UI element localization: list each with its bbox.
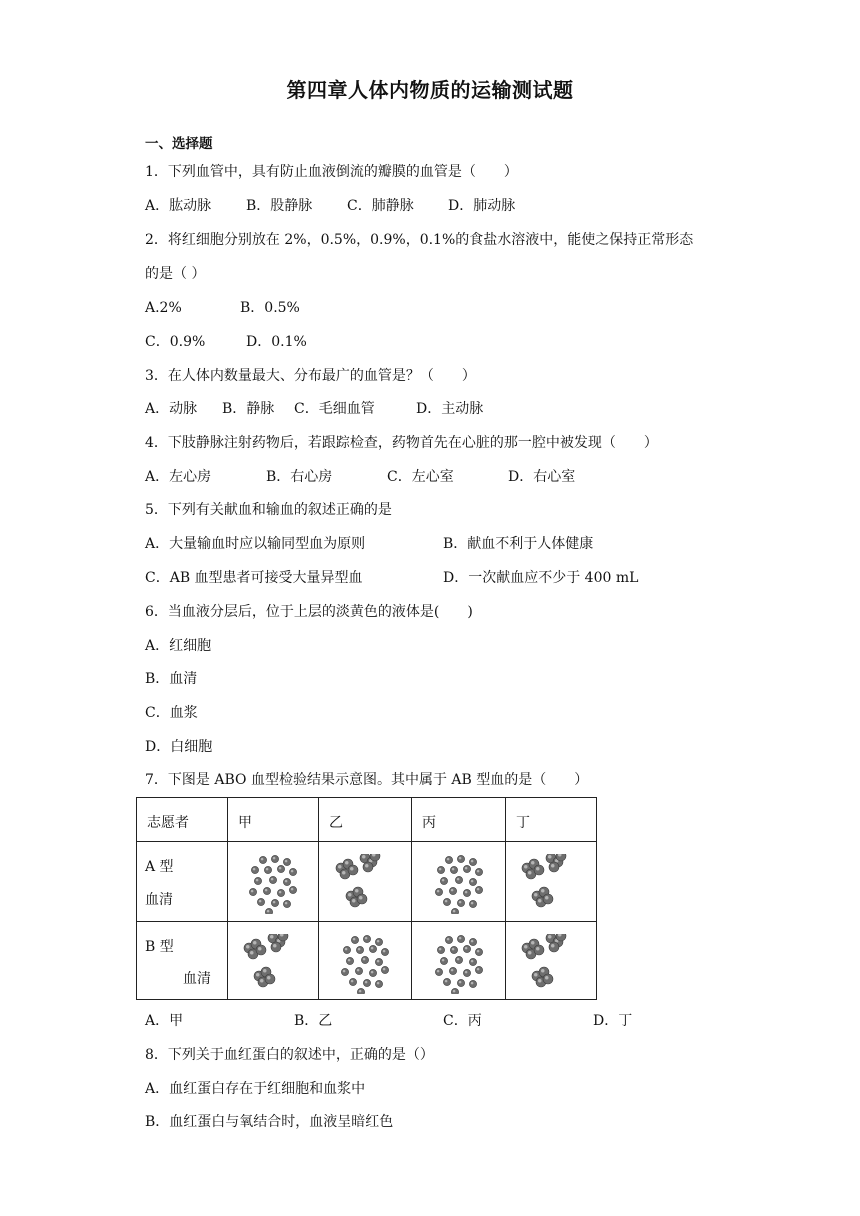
blood-type-table — [136, 797, 597, 1000]
red-blood-cell-highlight — [351, 980, 354, 983]
red-blood-cell-highlight — [451, 868, 454, 871]
red-blood-cell-highlight — [266, 868, 269, 871]
red-blood-cell — [289, 868, 296, 875]
red-blood-cell-highlight — [452, 990, 455, 993]
row-label-a-serum-text: 血清 — [145, 892, 173, 908]
cell-a-ding — [506, 842, 597, 922]
q5-option-a: A．大量输血时应以输同型血为原则 — [145, 536, 366, 552]
agglutinated-cell-highlight — [270, 935, 274, 939]
agglutinated-cell-highlight — [534, 973, 538, 977]
red-blood-cell-highlight — [451, 948, 454, 951]
red-blood-cell — [351, 936, 358, 943]
cell-a-jia — [228, 842, 319, 922]
red-blood-cell — [251, 866, 258, 873]
agglutinated-cell-highlight — [541, 969, 545, 973]
red-blood-cell-highlight — [441, 959, 444, 962]
red-blood-cell-highlight — [436, 970, 439, 973]
red-blood-cell — [277, 865, 284, 872]
agglutinated-cell-highlight — [355, 889, 359, 893]
red-blood-cell — [469, 980, 476, 987]
q5-option-c: C．AB 血型患者可接受大量异型血 — [145, 570, 363, 586]
agglutinated-cell-highlight — [548, 935, 552, 939]
q7-option-b: B．乙 — [294, 1013, 333, 1029]
red-blood-cell — [469, 938, 476, 945]
red-blood-cell — [435, 888, 442, 895]
q8-option-a: A．血红蛋白存在于红细胞和血浆中 — [145, 1081, 366, 1097]
blood-cells-image — [429, 934, 489, 994]
q3-option-b: B．静脉 — [222, 401, 275, 417]
red-blood-cell-highlight — [261, 858, 264, 861]
red-blood-cell-highlight — [256, 879, 259, 882]
agglutinated-cell-highlight — [365, 864, 369, 868]
cell-b-ding — [506, 922, 597, 1000]
agglutinated-cell-highlight — [528, 871, 532, 875]
q7-option-a: A．甲 — [145, 1013, 184, 1029]
red-blood-cell-highlight — [470, 860, 473, 863]
red-blood-cell — [463, 865, 470, 872]
cell-a-bing — [412, 842, 506, 922]
red-blood-cell — [463, 969, 470, 976]
red-blood-cell-highlight — [476, 968, 479, 971]
agglutinated-cell-highlight — [267, 976, 271, 980]
blood-cells-image — [243, 854, 303, 914]
red-blood-cell-highlight — [458, 901, 461, 904]
red-blood-cell-highlight — [464, 971, 467, 974]
agglutinated-cell-highlight — [352, 899, 356, 903]
red-blood-cell — [457, 899, 464, 906]
red-blood-cell — [283, 900, 290, 907]
red-blood-cell-highlight — [458, 857, 461, 860]
q7-option-d: D．丁 — [593, 1013, 633, 1029]
red-blood-cell-highlight — [345, 948, 348, 951]
red-blood-cell — [457, 935, 464, 942]
red-blood-cell — [469, 858, 476, 865]
red-blood-cell — [450, 866, 457, 873]
question-2-stem-line1: 2．将红细胞分别放在 2%，0.5%，0.9%，0.1%的食盐水溶液中，能使之保持正常形态 — [145, 232, 694, 248]
red-blood-cell-highlight — [383, 968, 386, 971]
red-blood-cell-highlight — [444, 980, 447, 983]
agglutinated-cell-highlight — [528, 951, 532, 955]
q1-option-a: A．肱动脉 — [145, 198, 212, 214]
red-blood-cell-highlight — [377, 982, 380, 985]
red-blood-cell-highlight — [273, 901, 276, 904]
agglutinated-cell-highlight — [531, 941, 535, 945]
red-blood-cell — [277, 889, 284, 896]
q8-option-b: B．血红蛋白与氧结合时，血液呈暗红色 — [145, 1114, 394, 1130]
red-blood-cell-highlight — [253, 868, 256, 871]
question-4-stem: 4．下肢静脉注射药物后，若跟踪检查，药物首先在心脏的那一腔中被发现（ ） — [145, 435, 658, 451]
agglutinated-cell — [265, 974, 275, 984]
red-blood-cell — [445, 936, 452, 943]
red-blood-cell-highlight — [476, 950, 479, 953]
q2-option-a: A.2% — [145, 300, 182, 316]
agglutinated-cell — [256, 945, 266, 955]
table-header-yi: 乙 — [319, 798, 412, 842]
red-blood-cell-highlight — [456, 958, 459, 961]
red-blood-cell-highlight — [365, 937, 368, 940]
blood-cells-image — [429, 854, 489, 914]
agglutinated-cell-highlight — [350, 867, 354, 871]
red-blood-cell-highlight — [377, 940, 380, 943]
agglutinated-cell-highlight — [536, 867, 540, 871]
red-blood-cell-highlight — [438, 948, 441, 951]
red-blood-cell — [455, 876, 462, 883]
q4-option-a: A．左心房 — [145, 469, 212, 485]
red-blood-cell — [375, 938, 382, 945]
red-blood-cell — [475, 966, 482, 973]
agglutinated-cell-highlight — [362, 855, 366, 859]
agglutinated-cell-highlight — [536, 947, 540, 951]
row-label-b-serum-text: 血清 — [183, 971, 211, 987]
agglutinated-cell-highlight — [348, 893, 352, 897]
agglutinated-cell — [549, 942, 559, 952]
red-blood-cell-highlight — [438, 868, 441, 871]
red-blood-cell-highlight — [458, 937, 461, 940]
agglutinated-cell — [543, 894, 553, 904]
red-blood-cell-highlight — [456, 878, 459, 881]
red-blood-cell-highlight — [444, 900, 447, 903]
red-blood-cell — [363, 979, 370, 986]
red-blood-cell-highlight — [470, 880, 473, 883]
q2-option-c: C．0.9% — [145, 334, 206, 350]
blood-cells-image — [521, 934, 581, 994]
red-blood-cell-highlight — [458, 981, 461, 984]
red-blood-cell-highlight — [273, 857, 276, 860]
cell-b-jia — [228, 922, 319, 1000]
agglutinated-cell — [363, 862, 373, 872]
red-blood-cell-highlight — [291, 888, 294, 891]
red-blood-cell-highlight — [470, 982, 473, 985]
red-blood-cell-highlight — [285, 880, 288, 883]
red-blood-cell — [375, 958, 382, 965]
section-heading: 一、选择题 — [145, 136, 213, 152]
agglutinated-cell-highlight — [256, 973, 260, 977]
red-blood-cell-highlight — [251, 890, 254, 893]
red-blood-cell-highlight — [259, 900, 262, 903]
red-blood-cell-highlight — [363, 958, 366, 961]
q6-option-d: D．白细胞 — [145, 739, 213, 755]
red-blood-cell-highlight — [377, 960, 380, 963]
red-blood-cell-highlight — [343, 970, 346, 973]
q6-option-b: B．血清 — [145, 671, 198, 687]
red-blood-cell-highlight — [464, 947, 467, 950]
agglutinated-cell — [357, 894, 367, 904]
red-blood-cell — [341, 968, 348, 975]
red-blood-cell — [283, 878, 290, 885]
red-blood-cell-highlight — [446, 858, 449, 861]
agglutinated-cell — [271, 942, 281, 952]
red-blood-cell — [356, 946, 363, 953]
q6-option-c: C．血浆 — [145, 705, 198, 721]
agglutinated-cell-highlight — [260, 979, 264, 983]
q1-option-b: B．股静脉 — [246, 198, 313, 214]
red-blood-cell — [289, 886, 296, 893]
red-blood-cell — [283, 858, 290, 865]
q1-option-c: C．肺静脉 — [347, 198, 414, 214]
red-blood-cell-highlight — [291, 870, 294, 873]
q3-option-a: A．动脉 — [145, 401, 198, 417]
red-blood-cell-highlight — [353, 938, 356, 941]
red-blood-cell-highlight — [470, 940, 473, 943]
red-blood-cell — [259, 856, 266, 863]
red-blood-cell-highlight — [446, 938, 449, 941]
red-blood-cell — [463, 889, 470, 896]
red-blood-cell — [363, 935, 370, 942]
agglutinated-cell-highlight — [345, 861, 349, 865]
agglutinated-cell-highlight — [258, 947, 262, 951]
agglutinated-cell-highlight — [263, 969, 267, 973]
agglutinated-cell-highlight — [545, 976, 549, 980]
red-blood-cell-highlight — [371, 947, 374, 950]
agglutinated-cell — [543, 974, 553, 984]
red-blood-cell — [346, 957, 353, 964]
agglutinated-cell-highlight — [359, 896, 363, 900]
red-blood-cell — [440, 877, 447, 884]
red-blood-cell-highlight — [476, 888, 479, 891]
red-blood-cell-highlight — [452, 910, 455, 913]
red-blood-cell — [463, 945, 470, 952]
q6-option-a: A．红细胞 — [145, 638, 212, 654]
agglutinated-cell-highlight — [253, 941, 257, 945]
red-blood-cell-highlight — [359, 990, 362, 993]
red-blood-cell-highlight — [464, 867, 467, 870]
red-blood-cell — [369, 945, 376, 952]
blood-cells-image — [335, 854, 395, 914]
red-blood-cell-highlight — [470, 960, 473, 963]
red-blood-cell — [469, 900, 476, 907]
agglutinated-cell-highlight — [551, 864, 555, 868]
cell-b-bing — [412, 922, 506, 1000]
red-blood-cell-highlight — [470, 902, 473, 905]
red-blood-cell — [254, 877, 261, 884]
red-blood-cell — [435, 968, 442, 975]
agglutinated-cell — [534, 865, 544, 875]
red-blood-cell — [381, 966, 388, 973]
table-header-jia: 甲 — [228, 798, 319, 842]
agglutinated-cell-highlight — [524, 945, 528, 949]
red-blood-cell-highlight — [279, 867, 282, 870]
red-blood-cell-highlight — [279, 891, 282, 894]
red-blood-cell-highlight — [476, 870, 479, 873]
agglutinated-cell-highlight — [538, 979, 542, 983]
red-blood-cell — [449, 887, 456, 894]
red-blood-cell — [455, 956, 462, 963]
agglutinated-cell-highlight — [541, 889, 545, 893]
red-blood-cell — [375, 980, 382, 987]
question-1-stem: 1．下列血管中，具有防止血液倒流的瓣膜的血管是（ ） — [145, 164, 518, 180]
question-3-stem: 3．在人体内数量最大、分布最广的血管是？（ ） — [145, 368, 476, 384]
table-header-volunteer: 志愿者 — [137, 798, 228, 842]
q2-option-b: B．0.5% — [240, 300, 300, 316]
red-blood-cell-highlight — [450, 889, 453, 892]
agglutinated-cell-highlight — [551, 944, 555, 948]
red-blood-cell — [381, 948, 388, 955]
red-blood-cell — [443, 898, 450, 905]
red-blood-cell-highlight — [383, 950, 386, 953]
red-blood-cell — [437, 866, 444, 873]
red-blood-cell — [475, 868, 482, 875]
red-blood-cell — [449, 967, 456, 974]
red-blood-cell-highlight — [348, 959, 351, 962]
cell-b-yi — [319, 922, 412, 1000]
table-header-bing: 丙 — [412, 798, 506, 842]
q4-option-c: C．左心室 — [387, 469, 454, 485]
red-blood-cell — [343, 946, 350, 953]
question-2-stem-line2: 的是（ ） — [145, 266, 206, 282]
agglutinated-cell-highlight — [338, 865, 342, 869]
red-blood-cell — [443, 978, 450, 985]
red-blood-cell — [457, 855, 464, 862]
red-blood-cell — [475, 886, 482, 893]
red-blood-cell — [469, 958, 476, 965]
q5-option-d: D．一次献血应不少于 400 mL — [443, 570, 639, 586]
agglutinated-cell-highlight — [534, 893, 538, 897]
red-blood-cell — [369, 969, 376, 976]
blood-cells-image — [521, 854, 581, 914]
agglutinated-cell-highlight — [538, 899, 542, 903]
red-blood-cell — [361, 956, 368, 963]
red-blood-cell-highlight — [464, 891, 467, 894]
question-5-stem: 5．下列有关献血和输血的叙述正确的是 — [145, 502, 392, 518]
row-label-a-type: A 型 — [145, 859, 174, 875]
agglutinated-cell-highlight — [531, 861, 535, 865]
agglutinated-cell — [348, 865, 358, 875]
q7-option-c: C．丙 — [443, 1013, 482, 1029]
red-blood-cell-highlight — [267, 910, 270, 913]
red-blood-cell — [469, 878, 476, 885]
red-blood-cell — [249, 888, 256, 895]
red-blood-cell — [271, 899, 278, 906]
red-blood-cell — [355, 967, 362, 974]
red-blood-cell — [257, 898, 264, 905]
table-header-ding: 丁 — [506, 798, 597, 842]
red-blood-cell — [475, 948, 482, 955]
blood-cells-image — [243, 934, 303, 994]
agglutinated-cell-highlight — [342, 871, 346, 875]
red-blood-cell-highlight — [271, 878, 274, 881]
q3-option-c: C．毛细血管 — [294, 401, 375, 417]
agglutinated-cell-highlight — [548, 855, 552, 859]
red-blood-cell — [440, 957, 447, 964]
red-blood-cell — [445, 856, 452, 863]
q2-option-d: D．0.1% — [246, 334, 307, 350]
red-blood-cell-highlight — [365, 981, 368, 984]
question-7-stem: 7．下图是 ABO 血型检验结果示意图。其中属于 AB 型血的是（ ） — [145, 772, 589, 788]
q1-option-d: D．肺动脉 — [448, 198, 516, 214]
q5-option-b: B．献血不利于人体健康 — [443, 536, 594, 552]
q4-option-b: B．右心房 — [266, 469, 333, 485]
red-blood-cell-highlight — [357, 969, 360, 972]
red-blood-cell — [271, 855, 278, 862]
red-blood-cell — [349, 978, 356, 985]
row-label-b-type: B 型 — [145, 939, 174, 955]
q3-option-d: D．主动脉 — [416, 401, 484, 417]
red-blood-cell — [457, 979, 464, 986]
q4-option-d: D．右心室 — [508, 469, 576, 485]
row-label-a-serum — [137, 842, 228, 922]
agglutinated-cell-highlight — [524, 865, 528, 869]
agglutinated-cell — [549, 862, 559, 872]
red-blood-cell-highlight — [436, 890, 439, 893]
agglutinated-cell-highlight — [273, 944, 277, 948]
red-blood-cell — [437, 946, 444, 953]
red-blood-cell-highlight — [265, 889, 268, 892]
red-blood-cell-highlight — [285, 902, 288, 905]
row-label-b-serum — [137, 922, 228, 1000]
blood-cells-image — [335, 934, 395, 994]
agglutinated-cell — [534, 945, 544, 955]
agglutinated-cell-highlight — [246, 945, 250, 949]
red-blood-cell-highlight — [371, 971, 374, 974]
agglutinated-cell-highlight — [250, 951, 254, 955]
red-blood-cell — [450, 946, 457, 953]
red-blood-cell-highlight — [285, 860, 288, 863]
red-blood-cell — [263, 887, 270, 894]
red-blood-cell-highlight — [450, 969, 453, 972]
question-6-stem: 6．当血液分层后，位于上层的淡黄色的液体是( ) — [145, 604, 473, 620]
red-blood-cell-highlight — [358, 948, 361, 951]
red-blood-cell — [264, 866, 271, 873]
cell-a-yi — [319, 842, 412, 922]
red-blood-cell-highlight — [441, 879, 444, 882]
question-8-stem: 8．下列关于血红蛋白的叙述中，正确的是（） — [145, 1047, 434, 1063]
agglutinated-cell-highlight — [545, 896, 549, 900]
red-blood-cell — [269, 876, 276, 883]
page-title: 第四章人体内物质的运输测试题 — [286, 78, 574, 102]
